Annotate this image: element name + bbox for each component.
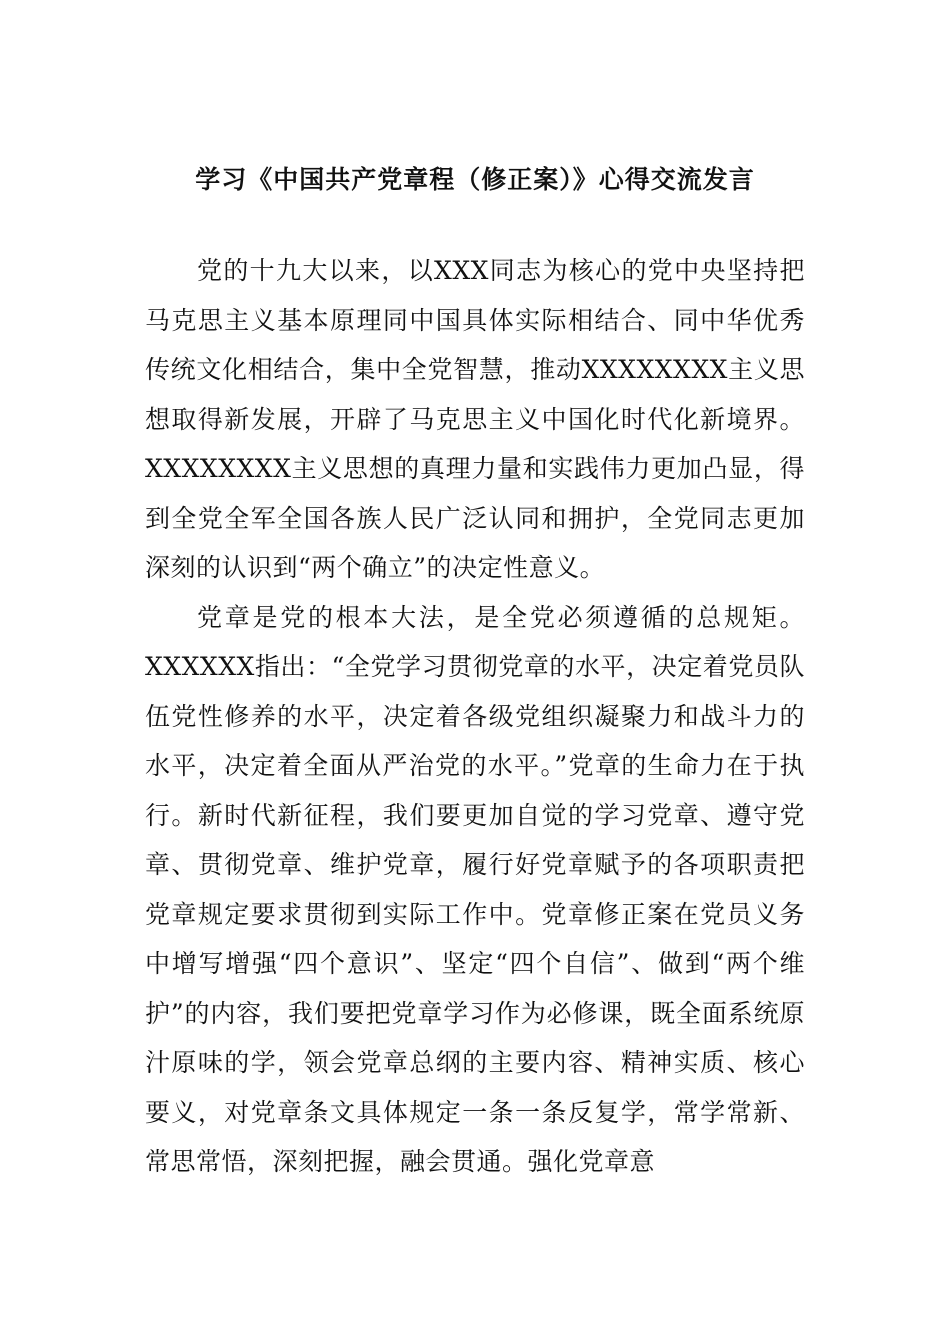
paragraph-2: 党章是党的根本大法，是全党必须遵循的总规矩。XXXXXX指出：“全党学习贯彻党章的水平，决定着党员队伍党性修养的水平，决定着各级党组织凝聚力和战斗力的水平，决定着全面从严治党的水平。”党章的生命力在于执行。新时代新征程，我们要更加自觉的学习党章、遵守党章、贯彻党章、维护党章，履行好党章赋予的各项职责把党章规定要求贯彻到实际工作中。党章修正案在党员义务中增写增强“四个意识”、坚定“四个自信”、做到“两个维护”的内容，我们要把党章学习作为必修课，既全面系统原汁原味的学，领会党章总纲的主要内容、精神实质、核心要义，对党章条文具体规定一条一条反复学，常学常新、常思常悟，深刻把握，融会贯通。强化党章意	[145, 602, 805, 1176]
paragraph-1: 党的十九大以来，以XXX同志为核心的党中央坚持把马克思主义基本原理同中国具体实际相结合、同中华优秀传统文化相结合，集中全党智慧，推动XXXXXXXX主义思想取得新发展，开辟了马克思主义中国化时代化新境界。XXXXXXXX主义思想的真理力量和实践伟力更加凸显，得到全党全军全国各族人民广泛认同和拥护，全党同志更加深刻的认识到“两个确立”的决定性意义。	[145, 256, 805, 582]
document-title: 学习《中国共产党章程（修正案）》心得交流发言	[195, 165, 755, 194]
document-body	[145, 246, 805, 1187]
